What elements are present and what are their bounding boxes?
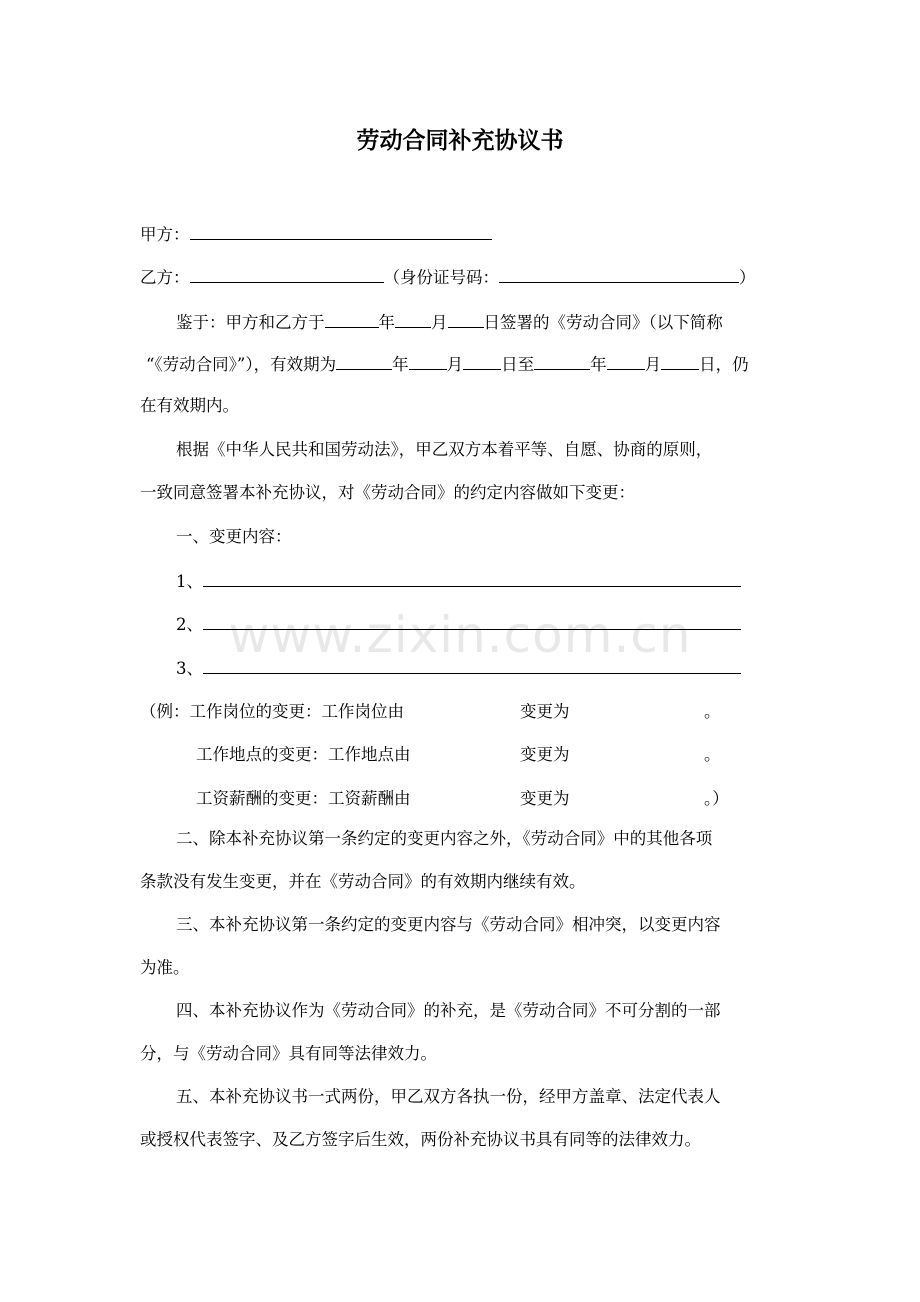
- item-number: 3、: [176, 659, 203, 678]
- party-a-label: 甲方：: [140, 225, 190, 244]
- item-3-blank[interactable]: [203, 656, 741, 674]
- change-item-1: [176, 569, 741, 592]
- section-2-line-1: 二、除本补充协议第一条约定的变更内容之外，《劳动合同》中的其他各项: [176, 829, 713, 848]
- section-2-line-2: 条款没有发生变更，并在《劳动合同》的有效期内继续有效。: [140, 872, 586, 891]
- year-label: 年: [590, 355, 607, 374]
- item-number: 2、: [176, 615, 203, 634]
- basis-line-1: 根据《中华人民共和国劳动法》，甲乙双方本着平等、自愿、协商的原则，: [176, 440, 713, 459]
- example-row-1-change: 变更为: [520, 702, 570, 721]
- month-label: 月: [431, 313, 448, 332]
- signed-day-blank[interactable]: [448, 310, 484, 328]
- end-month-blank[interactable]: [607, 352, 645, 370]
- day-to-text: 日至: [501, 355, 535, 374]
- start-year-blank[interactable]: [336, 352, 392, 370]
- party-b-blank[interactable]: [190, 265, 384, 283]
- year-label: 年: [392, 355, 409, 374]
- month-label: 月: [446, 355, 464, 374]
- party-b-line: [140, 265, 756, 288]
- end-day-blank[interactable]: [661, 352, 699, 370]
- watermark: www.zixin.com.cn: [228, 606, 692, 664]
- start-month-blank[interactable]: [409, 352, 447, 370]
- month-label: 月: [644, 355, 662, 374]
- example-row-1-period: 。: [704, 702, 721, 721]
- example-row-2-label: 工作地点的变更：工作地点由: [196, 745, 411, 764]
- document-title: 劳动合同补充协议书: [356, 128, 564, 154]
- section-5-line-2: 或授权代表签字、及乙方签字后生效，两份补充协议书具有同等的法律效力。: [140, 1130, 701, 1149]
- item-number: 1、: [176, 572, 203, 591]
- recital-line-2-start: “《劳动合同》”），有效期为: [146, 355, 337, 374]
- item-2-blank[interactable]: [203, 612, 741, 630]
- section-4-line-2: 分，与《劳动合同》具有同等法律效力。: [140, 1044, 437, 1063]
- recital-line-2: [146, 352, 749, 375]
- example-row-2-change: 变更为: [520, 745, 570, 764]
- example-row-2-period: 。: [704, 745, 721, 764]
- day-signed-text: 日签署的《劳动合同》（以下简称: [483, 313, 723, 332]
- example-row-3-label: 工资薪酬的变更：工资薪酬由: [196, 789, 411, 808]
- example-row-3-change: 变更为: [520, 789, 570, 808]
- section-3-line-2: 为准。: [140, 958, 190, 977]
- party-a-line: [140, 222, 492, 245]
- id-number-blank[interactable]: [499, 265, 739, 283]
- start-day-blank[interactable]: [463, 352, 501, 370]
- end-year-blank[interactable]: [534, 352, 590, 370]
- section-1-heading: 一、变更内容：: [176, 527, 292, 546]
- recital-line-3: 在有效期内。: [140, 396, 239, 415]
- section-3-line-1: 三、本补充协议第一条约定的变更内容与《劳动合同》相冲突，以变更内容: [176, 915, 721, 934]
- example-row-3-period: 。）: [704, 789, 729, 808]
- day-end-text: 日，仍: [699, 355, 749, 374]
- id-label-close: ）: [739, 268, 756, 287]
- signed-year-blank[interactable]: [325, 310, 379, 328]
- example-row-1-label: （例：工作岗位的变更：工作岗位由: [140, 702, 404, 721]
- party-a-blank[interactable]: [190, 222, 492, 240]
- signed-month-blank[interactable]: [395, 310, 431, 328]
- change-item-2: [176, 612, 741, 635]
- item-1-blank[interactable]: [203, 569, 741, 587]
- party-b-label: 乙方：: [140, 268, 190, 287]
- section-4-line-1: 四、本补充协议作为《劳动合同》的补充，是《劳动合同》不可分割的一部: [176, 1001, 721, 1020]
- basis-line-2: 一致同意签署本补充协议，对《劳动合同》的约定内容做如下变更：: [140, 483, 635, 502]
- year-label: 年: [378, 313, 395, 332]
- change-item-3: [176, 656, 741, 679]
- recital-line-1: [176, 310, 723, 333]
- recital-start: 鉴于：甲方和乙方于: [176, 313, 325, 332]
- id-label-open: （身份证号码：: [383, 268, 499, 287]
- section-5-line-1: 五、本补充协议书一式两份，甲乙双方各执一份，经甲方盖章、法定代表人: [176, 1087, 721, 1106]
